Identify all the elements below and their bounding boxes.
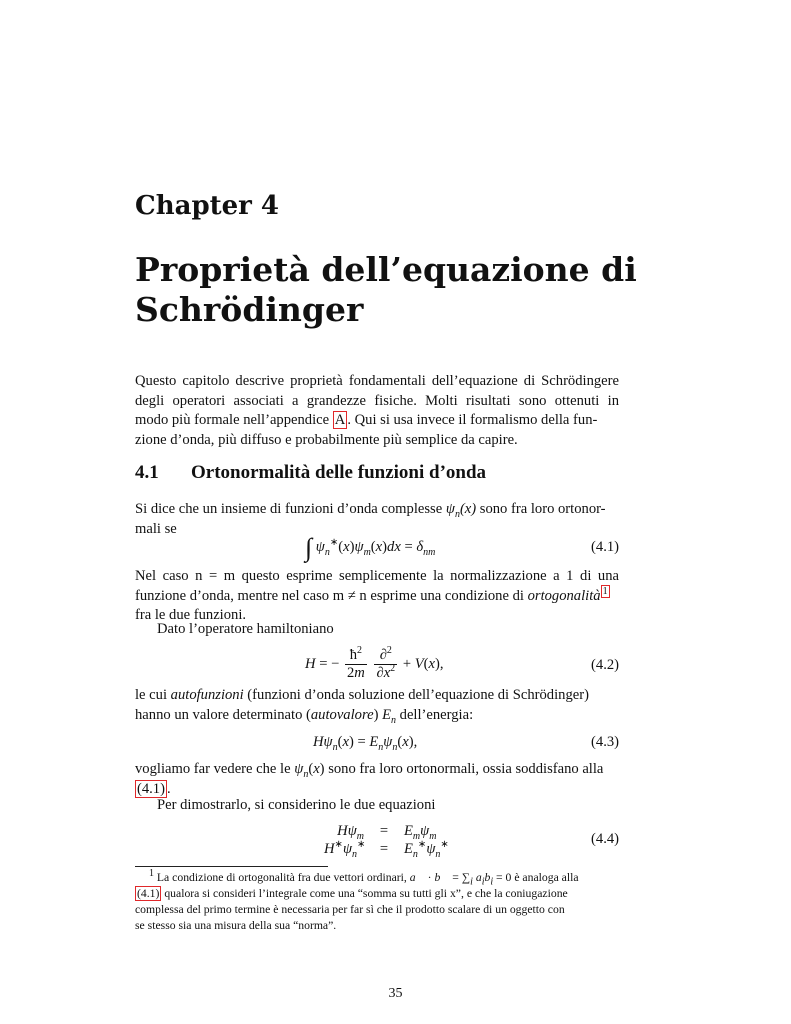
equation-ref-4-1[interactable]: (4.1) (137, 780, 165, 797)
p4-text-e: dell’energia: (396, 706, 474, 723)
p4-text-a: le cui (135, 687, 171, 703)
equation-4-1-body: ∫ $\psi_n^∗(x)\psi_m(x)dx = \delta_{nm}$ (305, 533, 436, 562)
section-heading (135, 462, 486, 484)
intro-line-4: zione d’onda, più diffuso e probabilmente più semplice da capire. (135, 431, 518, 448)
equation-4-3-number: (4.3) (591, 734, 619, 750)
p5-text-a: vogliamo far vedere che le (135, 761, 295, 777)
p4-line-2: hanno un valore determinato (autovalore) $E_n$ dell’energia: (135, 706, 474, 726)
footnote-link[interactable]: 1 (602, 585, 608, 597)
equation-4-4 (135, 825, 619, 855)
footnote-equation-ref[interactable]: (4.1) (137, 887, 160, 900)
p5-text-c: . (166, 780, 171, 797)
chapter-title-line-2: Schrödinger (135, 290, 364, 329)
chapter-title (135, 250, 655, 330)
equation-4-2-number: (4.2) (591, 657, 619, 673)
footnote-line-1: $^1$ La condizione di ortogonalità fra due vettori ordinari, a⃗ · b⃗ = $\sum_i$ $a_ib_i = 0$ è analoga alla (149, 868, 579, 888)
equation-4-3-body: $H\psi_n(x) = E_n\psi_n(x)$, (313, 734, 418, 753)
p2-emphasis: ortogonalità (527, 587, 601, 604)
footnote-line-3: complessa del primo termine è necessaria per far sì che il prodotto scalare di un oggetto con (135, 903, 565, 916)
p1-text-a: Si dice che un insieme di funzioni d’onda complesse (135, 501, 446, 517)
footnote-line-4: se stesso sia una misura della sua “norma”. (135, 919, 337, 932)
section-number: 4.1 (135, 462, 159, 483)
p5-text-b: sono fra loro ortonormali, ossia soddisfano alla (324, 761, 604, 777)
p4-emphasis-2: autovalore (310, 706, 374, 723)
page-number: 35 (388, 986, 403, 1001)
paragraph-6 (135, 796, 641, 816)
paragraph-4 (135, 686, 619, 725)
equation-4-4-number: (4.4) (591, 831, 619, 847)
p2-line-2 (135, 587, 619, 607)
p2-line-1: Nel caso n = m questo esprime semplicemente la normalizzazione a 1 di una (135, 568, 619, 584)
p4-text-b: (funzioni d’onda soluzione dell’equazione di Schrödinger) (243, 687, 589, 703)
p4-emphasis-1: autofunzioni (170, 687, 244, 703)
chapter-label: Chapter 4 (135, 191, 280, 221)
footnote-text-a: La condizione di ortogonalità fra due vettori ordinari, (154, 871, 410, 884)
p3-line-1: Dato l’operatore hamiltoniano (157, 621, 334, 637)
footnote (135, 870, 619, 934)
paragraph-3 (135, 620, 641, 640)
section-title: Ortonormalità delle funzioni d’onda (191, 462, 487, 483)
footnote-text-b: è analoga alla (511, 871, 579, 884)
intro-line-2: degli operatori associati a grandezze fisiche. Molti risultati sono ottenuti in (135, 392, 619, 409)
p1-line-1 (135, 500, 619, 520)
footnote-line-2 (135, 886, 619, 902)
footnote-text-c: qualora si consideri l’integrale come una “somma su tutti gli x”, e che la coniugazione (161, 887, 568, 900)
paragraph-2 (135, 567, 619, 626)
intro-line-1: Questo capitolo descrive proprietà fondamentali dell’equazione di Schrödingere (135, 373, 619, 389)
p4-text-c: hanno un valore determinato ( (135, 706, 311, 723)
p1-text-b: sono fra loro ortonor- (476, 501, 606, 517)
p2-line-3: fra le due funzioni. (135, 607, 247, 623)
paragraph-5 (135, 760, 619, 799)
equation-4-1 (135, 533, 619, 563)
footnote-rule (135, 866, 328, 867)
p6-line-1: Per dimostrarlo, si considerino le due equazioni (157, 797, 436, 813)
footnote-mark: 1 (149, 868, 154, 880)
chapter-title-line-1: Proprietà dell’equazione di (135, 250, 637, 289)
p4-text-d: ) (373, 706, 383, 723)
p2-text-a: funzione d’onda, mentre nel caso m ≠ n esprime una condizione di (135, 587, 528, 604)
psi-n-of-x: $\psi_n(x)$ (445, 501, 477, 520)
appendix-link[interactable]: A (334, 412, 346, 428)
p5-line-1: vogliamo far vedere che le $\psi_n(x)$ sono fra loro ortonormali, ossia soddisfano alla (135, 761, 604, 780)
equation-4-2-body: H = − $\frac{ħ^2}{2m}$ $\frac{\partial^2}{\partial x^2}$ + V(x), (305, 645, 444, 681)
intro-line-3-text: modo più formale nell’appendice (135, 412, 333, 428)
equation-4-1-number: (4.1) (591, 539, 619, 555)
equation-4-4-body: $H\psi_m = E_m\psi_m$ $H^∗\psi_n^∗ = E_n^∗\psi_n^∗$ (324, 823, 449, 860)
intro-line-3 (135, 411, 619, 431)
p1-line-2: mali se (135, 520, 177, 537)
p4-line-1 (135, 686, 619, 706)
intro-paragraph (135, 372, 619, 450)
intro-line-3-rest: . Qui si usa invece il formalismo della fun- (347, 412, 598, 428)
